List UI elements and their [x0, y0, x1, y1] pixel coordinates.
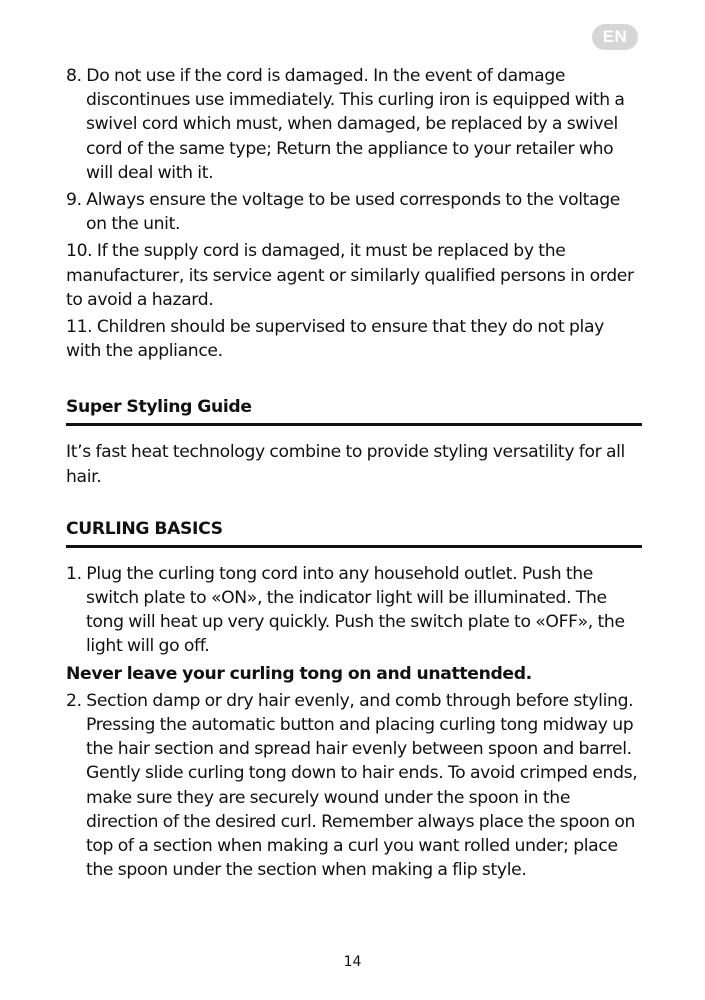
safety-item-9: 9. Always ensure the voltage to be used corresponds to the voltage on the unit.: [66, 190, 621, 235]
safety-item-11: 11. Children should be supervised to ensure that they do not play with the appliance.: [66, 317, 604, 362]
safety-item-10: 10. If the supply cord is damaged, it must be replaced by the manufacturer, its service agent or similarly qualified persons in order to avoid a hazard.: [66, 241, 634, 310]
styling-guide-heading: Super Styling Guide: [66, 395, 642, 426]
curling-step-2: 2. Section damp or dry hair evenly, and comb through before styling. Pressing the automatic button and placing curling tong midway up the hair section and spread hair evenly between spoon and barrel. Gently slide curling tong down to hair ends. To avoid crimped ends, make sure they are securely wound under the spoon in the direction of the desired curl. Remember always place the spoon on top of a section when making a curl you want rolled under; place the spoon under the section when making a flip style.: [66, 690, 638, 881]
safety-item-8: 8. Do not use if the cord is damaged. In the event of damage discontinues use immediately. This curling iron is equipped with a swivel cord which must, when damaged, be replaced by a swivel cord of the same type; Return the appliance to your retailer who will deal with it.: [66, 66, 625, 183]
curling-basics-heading: CURLING BASICS: [66, 517, 642, 548]
styling-guide-text: It’s fast heat technology combine to provide styling versatility for all hair.: [66, 442, 625, 487]
curling-step-1: 1. Plug the curling tong cord into any household outlet. Push the switch plate to «ON», the indicator light will be illuminated. The tong will heat up very quickly. Push the switch plate to «OFF», the light will go off.: [66, 563, 625, 657]
curling-warning: Never leave your curling tong on and unattended.: [66, 663, 532, 684]
page-content: [66, 64, 642, 885]
language-badge: EN: [592, 24, 638, 50]
page-number: 14: [343, 954, 362, 970]
